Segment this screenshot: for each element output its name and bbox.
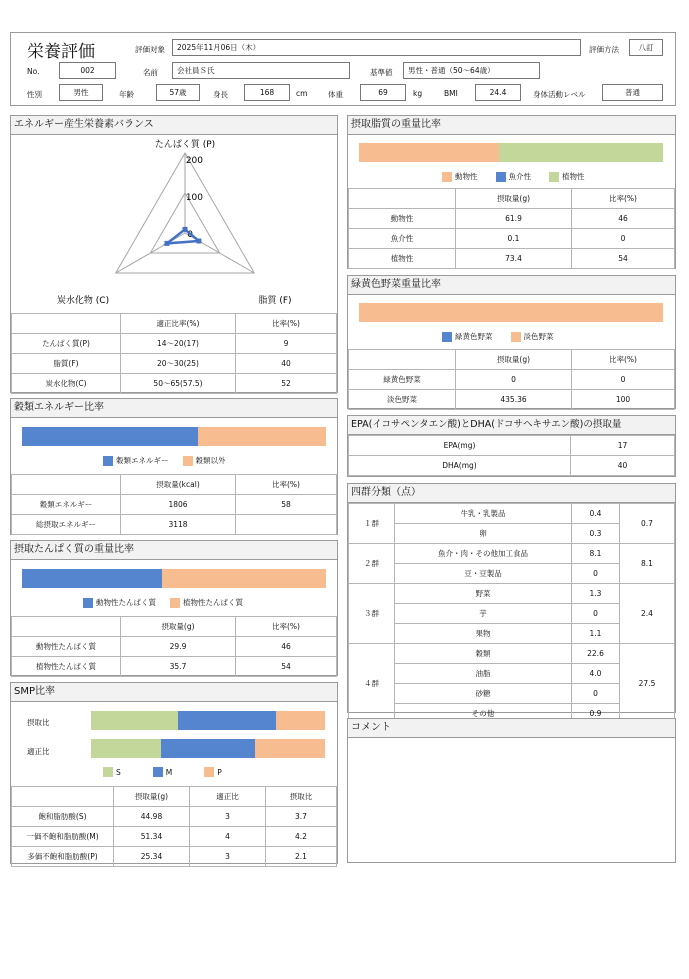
legend-label: M: [165, 767, 173, 777]
legend-swatch: [170, 598, 180, 608]
height-field[interactable]: 168: [244, 84, 290, 101]
smp-cell: 4.2: [266, 827, 337, 847]
four-groups-title: 四群分類（点）: [348, 484, 675, 503]
legend-label: 植物性たんぱく質: [183, 598, 243, 607]
table-row: [12, 314, 337, 334]
fat-cell: 0.1: [456, 229, 572, 249]
veg-table: [348, 349, 675, 410]
fat-cell: 61.9: [456, 209, 572, 229]
radar-tick-200: 200: [185, 156, 203, 166]
protein-cell: 54: [236, 657, 337, 677]
activity-label: 身体活動レベル: [533, 90, 586, 99]
grain-legend: [103, 455, 240, 466]
legend-label: 植物性: [562, 172, 585, 181]
group-total: 8.1: [620, 544, 675, 584]
legend-swatch: [153, 767, 163, 777]
fat-cell: 魚介性: [349, 229, 456, 249]
veg-title: 緑黄色野菜重量比率: [348, 276, 675, 295]
legend-label: 穀類以外: [195, 456, 226, 465]
legend-label: 穀類エネルギー: [116, 456, 169, 465]
weight-unit: kg: [413, 89, 423, 98]
grain-energy-panel: [10, 398, 338, 535]
energy-balance-title: エネルギー産生栄養素バランス: [11, 116, 337, 135]
energy-cell: 炭水化物(C): [12, 374, 121, 394]
bmi-label: BMI: [444, 89, 458, 98]
energy-cell: 40: [236, 354, 337, 374]
fat-panel: [347, 115, 676, 269]
legend-label: 動物性たんぱく質: [96, 598, 156, 607]
fat-cell: 73.4: [456, 249, 572, 269]
group-item-value: 0.4: [572, 504, 620, 524]
smp-table: [11, 786, 337, 867]
comment-panel: [347, 718, 676, 863]
no-label: No.: [27, 67, 40, 76]
table-row: [12, 354, 337, 374]
radar-axis-right: 脂質 (F): [258, 296, 292, 306]
grain-energy-title: 穀類エネルギー比率: [11, 399, 337, 418]
target-label: 評価対象: [135, 45, 165, 54]
protein-table: [11, 616, 337, 677]
legend-swatch: [103, 456, 113, 466]
protein-header-0: [12, 617, 121, 637]
fat-cell: 54: [572, 249, 675, 269]
energy-cell: 脂質(F): [12, 354, 121, 374]
group-total: 2.4: [620, 584, 675, 644]
table-row: [349, 249, 675, 269]
smp-cell: 3: [190, 807, 266, 827]
fat-header-2: 比率(%): [572, 189, 675, 209]
fat-cell: 0: [572, 229, 675, 249]
smp-cell: 44.98: [114, 807, 190, 827]
energy-cell: 50～65(57.5): [121, 374, 236, 394]
group-name: １群: [349, 504, 395, 544]
group-name: ２群: [349, 544, 395, 584]
smp-cell: 2.1: [266, 847, 337, 867]
legend-swatch: [442, 172, 452, 182]
table-row: [349, 209, 675, 229]
protein-cell: 29.9: [121, 637, 236, 657]
table-row: [12, 617, 337, 637]
table-row: [349, 584, 675, 604]
epa-value: 17: [571, 436, 675, 456]
group-item: 牛乳・乳製品: [395, 504, 572, 524]
fat-title: 摂取脂質の重量比率: [348, 116, 675, 135]
energy-cell: 20～30(25): [121, 354, 236, 374]
sex-label: 性別: [27, 90, 42, 99]
group-item: 芋: [395, 604, 572, 624]
table-row: [349, 229, 675, 249]
comment-title: コメント: [348, 719, 675, 738]
group-total: 0.7: [620, 504, 675, 544]
veg-legend: [442, 331, 568, 342]
legend-swatch: [83, 598, 93, 608]
group-name: ４群: [349, 644, 395, 724]
group-item-value: 0.3: [572, 524, 620, 544]
grain-cell: 3118: [121, 515, 236, 535]
smp-bar-m: [161, 739, 255, 758]
grain-stacked-bar: [22, 427, 326, 446]
smp-proper-bar: [91, 739, 325, 758]
smp-header-3: 摂取比: [266, 787, 337, 807]
legend-label: 淡色野菜: [523, 332, 554, 341]
bmi-field[interactable]: 24.4: [475, 84, 521, 101]
table-row: [349, 456, 675, 476]
smp-bar-m: [178, 711, 276, 730]
four-groups-table: [348, 503, 675, 724]
epa-label: EPA(mg): [349, 436, 571, 456]
protein-title: 摂取たんぱく質の重量比率: [11, 541, 337, 560]
target-field[interactable]: 2025年11月06日（木）: [172, 39, 581, 56]
energy-header-0: [12, 314, 121, 334]
legend-swatch: [183, 456, 193, 466]
group-total: 27.5: [620, 644, 675, 724]
fat-bar-segment-animal: [359, 143, 499, 162]
dha-label: DHA(mg): [349, 456, 571, 476]
energy-table: [11, 313, 337, 394]
name-label: 名前: [143, 68, 158, 77]
veg-cell: 緑黄色野菜: [349, 370, 456, 390]
smp-header-1: 摂取量(g): [114, 787, 190, 807]
veg-cell: 淡色野菜: [349, 390, 456, 410]
standard-label: 基準値: [370, 68, 393, 77]
protein-header-2: 比率(%): [236, 617, 337, 637]
grain-bar-segment-other: [198, 427, 326, 446]
fat-stacked-bar: [359, 143, 663, 162]
veg-panel: [347, 275, 676, 409]
header-panel: [10, 32, 676, 106]
table-row: [12, 827, 337, 847]
protein-cell: 35.7: [121, 657, 236, 677]
smp-cell: 3: [190, 847, 266, 867]
table-row: [349, 370, 675, 390]
page-title: 栄養評価: [27, 42, 95, 62]
name-field[interactable]: 会社員Ｓ氏: [172, 62, 350, 79]
radar-point-2: [164, 241, 169, 246]
protein-bar-segment-animal: [22, 569, 162, 588]
grain-header-0: [12, 475, 121, 495]
legend-swatch: [511, 332, 521, 342]
grain-bar-segment-grain: [22, 427, 198, 446]
grain-cell: 穀類エネルギー: [12, 495, 121, 515]
radar-axis-left: 炭水化物 (C): [56, 296, 110, 306]
smp-intake-bar: [91, 711, 325, 730]
radar-tick-100: 100: [185, 193, 203, 203]
legend-label: 緑黄色野菜: [455, 332, 493, 341]
group-item: 野菜: [395, 584, 572, 604]
weight-label: 体重: [328, 90, 343, 99]
radar-point-0: [183, 227, 188, 232]
fat-table: [348, 188, 675, 269]
epa-dha-table: [348, 435, 675, 476]
smp-legend: [103, 767, 236, 777]
sex-field[interactable]: 男性: [59, 84, 103, 101]
grain-header-2: 比率(%): [236, 475, 337, 495]
epa-dha-title: EPA(イコサペンタエン酸)とDHA(ドコサヘキサエン酸)の摂取量: [348, 416, 675, 435]
legend-label: P: [217, 767, 222, 777]
legend-swatch: [496, 172, 506, 182]
group-item-value: 1.3: [572, 584, 620, 604]
method-label: 評価方法: [589, 45, 619, 54]
table-row: [12, 657, 337, 677]
grain-table: [11, 474, 337, 535]
protein-stacked-bar: [22, 569, 326, 588]
radar-point-1: [196, 239, 201, 244]
veg-bar-segment-light: [359, 303, 663, 322]
smp-bar-p: [255, 739, 325, 758]
energy-cell: 14～20(17): [121, 334, 236, 354]
protein-panel: [10, 540, 338, 676]
group-item: 魚介・肉・その他加工食品: [395, 544, 572, 564]
energy-cell: たんぱく質(P): [12, 334, 121, 354]
grain-cell: 1806: [121, 495, 236, 515]
age-field[interactable]: 57歳: [156, 84, 200, 101]
group-item: 果物: [395, 624, 572, 644]
fat-header-1: 摂取量(g): [456, 189, 572, 209]
table-row: [12, 374, 337, 394]
legend-swatch: [103, 767, 113, 777]
fat-bar-segment-plant: [499, 143, 663, 162]
smp-cell: 25.34: [114, 847, 190, 867]
smp-header-2: 適正比: [190, 787, 266, 807]
group-item: 豆・豆製品: [395, 564, 572, 584]
group-item-value: 0: [572, 604, 620, 624]
smp-cell: 3.7: [266, 807, 337, 827]
radar-axis-top: たんぱく質 (P): [154, 140, 216, 150]
grain-cell: 総摂取エネルギー: [12, 515, 121, 535]
smp-cell: 多価不飽和脂肪酸(P): [12, 847, 114, 867]
smp-title: SMP比率: [11, 683, 337, 702]
group-item-value: 0.9: [572, 704, 620, 724]
standard-field[interactable]: 男性・普通（50～64歳）: [403, 62, 540, 79]
smp-panel: [10, 682, 338, 864]
smp-bar-s: [91, 711, 178, 730]
legend-label: S: [116, 767, 121, 777]
grain-header-1: 摂取量(kcal): [121, 475, 236, 495]
protein-legend: [83, 597, 257, 608]
table-row: [349, 544, 675, 564]
radar-chart: [11, 135, 337, 310]
table-row: [349, 390, 675, 410]
grain-cell: [236, 515, 337, 535]
group-name: ３群: [349, 584, 395, 644]
fat-cell: 植物性: [349, 249, 456, 269]
weight-field[interactable]: 69: [360, 84, 406, 101]
table-row: [349, 504, 675, 524]
group-item: 油脂: [395, 664, 572, 684]
veg-cell: 0: [456, 370, 572, 390]
veg-cell: 0: [572, 370, 675, 390]
legend-swatch: [442, 332, 452, 342]
legend-swatch: [204, 767, 214, 777]
four-groups-panel: [347, 483, 676, 718]
group-item: 穀類: [395, 644, 572, 664]
protein-bar-segment-plant: [162, 569, 326, 588]
smp-row2-label: 適正比: [27, 747, 50, 756]
comment-text[interactable]: [352, 741, 671, 858]
epa-dha-panel: [347, 415, 676, 477]
grain-cell: 58: [236, 495, 337, 515]
age-label: 年齢: [119, 90, 134, 99]
veg-header-1: 摂取量(g): [456, 350, 572, 370]
table-row: [349, 189, 675, 209]
method-field[interactable]: 八訂: [629, 39, 663, 56]
veg-header-2: 比率(%): [572, 350, 675, 370]
group-item-value: 4.0: [572, 664, 620, 684]
table-row: [349, 350, 675, 370]
legend-swatch: [549, 172, 559, 182]
smp-bar-p: [276, 711, 325, 730]
protein-cell: 46: [236, 637, 337, 657]
energy-header-2: 比率(%): [236, 314, 337, 334]
table-row: [12, 787, 337, 807]
group-item-value: 8.1: [572, 544, 620, 564]
table-row: [12, 847, 337, 867]
smp-row1-label: 摂取比: [27, 718, 50, 727]
table-row: [349, 436, 675, 456]
dha-value: 40: [571, 456, 675, 476]
energy-cell: 52: [236, 374, 337, 394]
group-item: 砂糖: [395, 684, 572, 704]
radar-tick-0: 0: [187, 230, 193, 240]
veg-cell: 100: [572, 390, 675, 410]
table-row: [12, 807, 337, 827]
fat-cell: 46: [572, 209, 675, 229]
group-item-value: 1.1: [572, 624, 620, 644]
table-row: [12, 475, 337, 495]
legend-label: 動物性: [455, 172, 478, 181]
smp-cell: 一価不飽和脂肪酸(M): [12, 827, 114, 847]
group-item-value: 0: [572, 564, 620, 584]
table-row: [12, 334, 337, 354]
energy-header-1: 適正比率(%): [121, 314, 236, 334]
activity-field[interactable]: 普通: [602, 84, 663, 101]
smp-cell: 51.34: [114, 827, 190, 847]
energy-balance-panel: [10, 115, 338, 393]
protein-cell: 動物性たんぱく質: [12, 637, 121, 657]
no-field[interactable]: 002: [59, 62, 116, 79]
group-item: 卵: [395, 524, 572, 544]
veg-header-0: [349, 350, 456, 370]
smp-cell: 4: [190, 827, 266, 847]
group-item-value: 22.6: [572, 644, 620, 664]
fat-cell: 動物性: [349, 209, 456, 229]
fat-legend: [442, 171, 599, 182]
protein-cell: 植物性たんぱく質: [12, 657, 121, 677]
table-row: [12, 637, 337, 657]
table-row: [12, 515, 337, 535]
smp-bar-s: [91, 739, 161, 758]
veg-cell: 435.36: [456, 390, 572, 410]
fat-header-0: [349, 189, 456, 209]
group-item-value: 0: [572, 684, 620, 704]
height-label: 身長: [213, 90, 228, 99]
energy-cell: 9: [236, 334, 337, 354]
height-unit: cm: [296, 89, 308, 98]
protein-header-1: 摂取量(g): [121, 617, 236, 637]
smp-cell: 飽和脂肪酸(S): [12, 807, 114, 827]
veg-stacked-bar: [359, 303, 663, 322]
legend-label: 魚介性: [508, 172, 531, 181]
smp-header-0: [12, 787, 114, 807]
table-row: [349, 644, 675, 664]
group-item: その他: [395, 704, 572, 724]
table-row: [12, 495, 337, 515]
